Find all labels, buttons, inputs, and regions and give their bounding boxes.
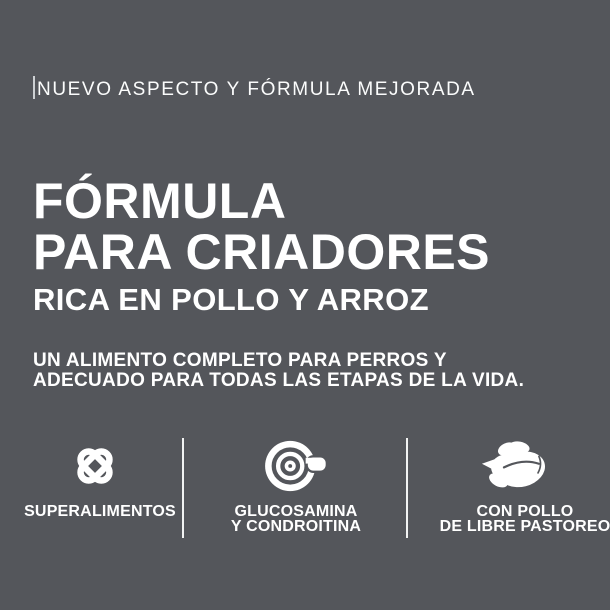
feature-label-line2: Y CONDROITINA [230,518,362,535]
feature-label-line1: CON POLLO [476,503,574,520]
superfoods-knot-icon [20,435,180,497]
tagline-tick-bar [33,76,35,99]
body-line1: UN ALIMENTO COMPLETO PARA PERROS Y [33,350,447,371]
headline [33,173,491,280]
headline-line2: PARA CRIADORES [33,224,491,280]
joint-bone-icon [206,435,386,497]
headline-line1: FÓRMULA [33,173,287,229]
body-line2: ADECUADO PARA TODAS LAS ETAPAS DE LA VIDA. [33,369,525,391]
feature-label-line1: GLUCOSAMINA [234,503,358,520]
feature-glucosamine [206,435,386,534]
feature-free-range-chicken [425,435,610,534]
feature-label [425,504,610,534]
feature-label [206,504,386,534]
feature-label-line1: SUPERALIMENTOS [24,503,176,520]
feature-superfoods [20,435,180,519]
feature-divider-2 [406,438,408,538]
free-range-chicken-icon [425,435,610,497]
feature-label-line2: DE LIBRE PASTOREO [439,518,610,535]
tagline: NUEVO ASPECTO Y FÓRMULA MEJORADA [37,79,476,100]
body-copy [33,351,524,390]
subheadline: RICA EN POLLO Y ARROZ [33,282,429,317]
feature-label [20,504,180,519]
feature-divider-1 [182,438,184,538]
